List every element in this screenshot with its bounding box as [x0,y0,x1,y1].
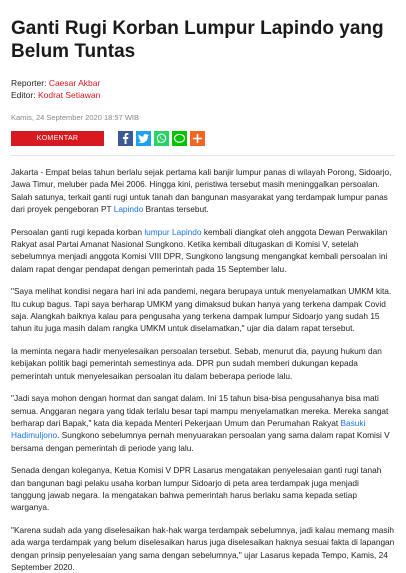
whatsapp-icon[interactable] [154,131,169,146]
article-meta [11,77,395,101]
reporter-name-link[interactable]: Caesar Akbar [48,78,101,88]
paragraph-2 [11,226,395,276]
editor-line [11,89,395,101]
share-bar [118,131,208,146]
paragraph-text: . Sungkono sebelumnya pernah menyuarakan persoalan yang sama dalam rapat Komisi V bersama dengan pemerintah di periode yang lalu. [11,430,390,453]
publish-date: Kamis, 24 September 2020 18:57 WIB [11,113,139,122]
article-title: Ganti Rugi Korban Lumpur Lapindo yang Belum Tuntas [11,18,384,62]
meta-divider [11,155,395,156]
paragraph-text: Brantas tersebut. [143,204,209,215]
paragraph-text: kembali diangkat oleh anggota Dewan Perwakilan Rakyat asal Partai Amanat Nasional Sungkono. Ketika kembali ditugaskan di Komisi V, setelah sebelumnya menjadi anggota Komisi VIII DPR, Sungkono langsung mengangkat kembali persoalan ini dalam rapat dengar pendapat dengan pemerintah pada 15 September lalu. [11,226,388,274]
paragraph-1 [11,166,395,216]
editor-name-link[interactable]: Kodrat Setiawan [37,90,101,100]
paragraph-5 [11,392,395,454]
article-body [11,166,395,573]
editor-label: Editor: [11,90,36,100]
line-icon[interactable] [172,131,187,146]
paragraph-3: "Saya melihat kondisi negara hari ini ada pandemi, negara berupaya untuk menyelamatkan UMKM kita. Itu cukup bagus. Tapi saya berharap UMKM yang dimaksud bukan hanya yang terkena dampak Covid saja. Alangkah baiknya kalau para pengusaha yang terkena dampak lumpur Sidoarjo yang sudah 15 tahun itu juga masih dalam rangka UMKM untuk diselamatkan," ujar dia dalam rapat tersebut. [11,286,392,334]
facebook-icon[interactable] [118,131,133,146]
paragraph-4: Ia meminta negara hadir menyelesaikan persoalan tersebut. Sebab, menurut dia, payung hukum dan kebijakan politik bagi pemerintah semestinya ada. DPR pun sudah memberi dukungan kepada pemerintah untuk menyelesaikan persoalan itu dalam beberapa periode lalu. [11,345,382,381]
tag-link-basuki[interactable]: Basuki Hadimuljono [11,417,366,441]
paragraph-text: "Jadi saya mohon dengan hormat dan sangat dalam. Ini 15 tahun bisa-bisa pengusahanya bisa mati semua. Anggaran negara yang tidak terlalu besar tapi mampu menyelamatkan mereka. Mereka sangat berharap dari Bapak," kata dia kepada Menteri Pekerjaan Umum dan Perumahan Rakyat [11,393,389,428]
paragraph-6: Senada dengan koleganya, Ketua Komisi V DPR Lasarus mengatakan penyelesaian ganti rugi tanah dan bangunan bagi pelaku usaha korban lumpur Sidoarjo di peta area terdampak juga menjadi tanggung jawab negara. Ia mengatakan bahwa pemerintah harus berlaku sama kepada setiap warganya. [11,465,382,513]
twitter-icon[interactable] [136,131,151,146]
reporter-line [11,77,395,89]
plus-icon[interactable] [190,131,205,146]
tag-link-lapindo[interactable]: Lapindo [113,204,144,215]
paragraph-text: Jakarta - Empat belas tahun berlalu sejak pertama kali banjir lumpur panas di wilayah Porong, Sidoarjo, Jawa Timur, meluber pada Mei 2006. Hingga kini, peristiwa tersebut masih meninggalkan persoalan. Salah satunya, terkait ganti rugi untuk tanah dan bangunan masyarakat yang terdampak lumpur panas dari proyek pengeboran PT [11,167,392,215]
tag-link-lumpur-lapindo[interactable]: lumpur Lapindo [144,226,202,237]
comment-button[interactable]: KOMENTAR [11,131,104,146]
reporter-label: Reporter: [11,78,47,88]
paragraph-text: Persoalan ganti rugi kepada korban [11,226,145,237]
paragraph-7: "Karena sudah ada yang diselesaikan hak-hak warga terdampak sebelumnya, jadi kalau memang masih ada warga terdampak yang belum diselesaikan harus juga diselesaikan haknya sesuai fakta di lapangan dengan prinsip penyelesaian yang sama dengan sebelumnya," ujar Lasarus kepada Tempo, Kamis, 24 September 2020. [11,524,395,572]
action-row [11,131,395,146]
